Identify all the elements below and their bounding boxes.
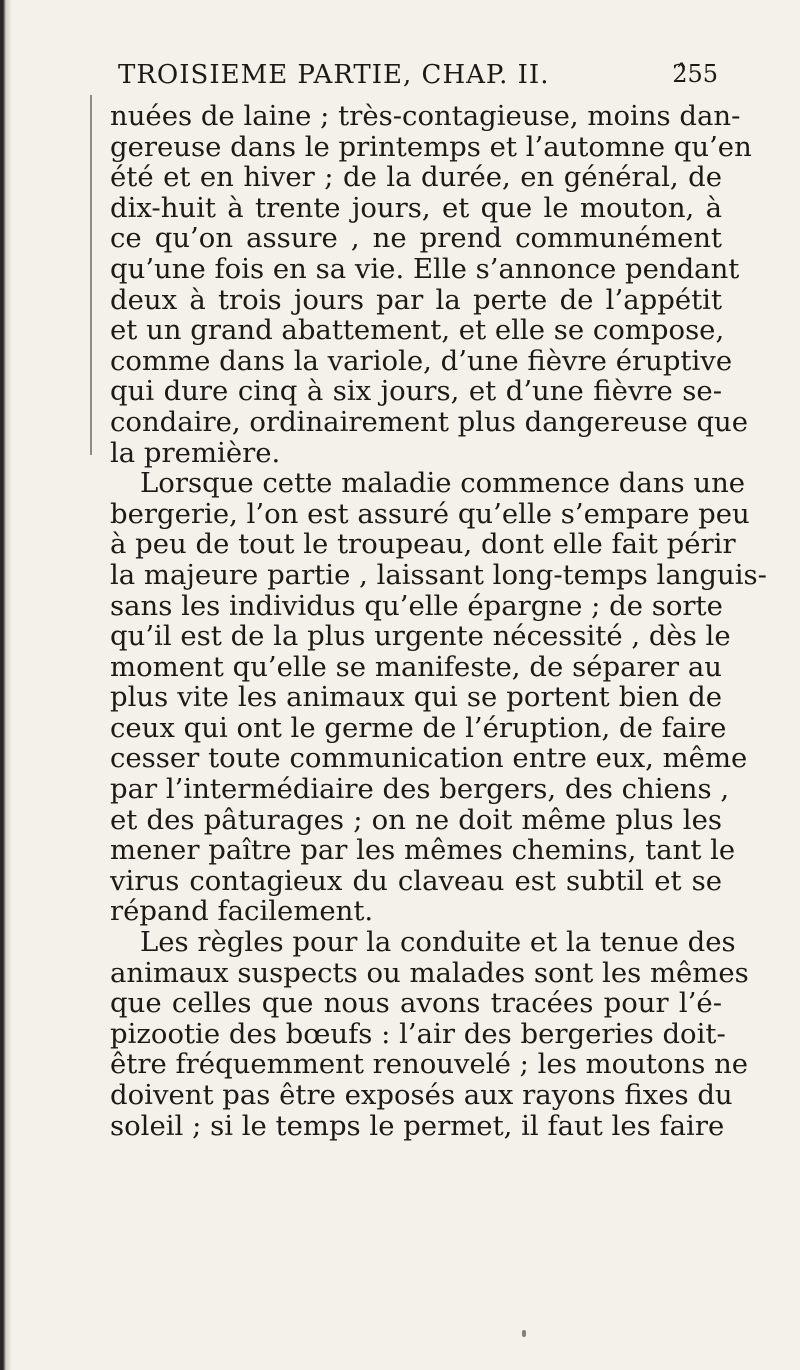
paragraph-end-line: répand facilement. <box>110 895 374 928</box>
text-line: qui dure cinq à six jours, et d’une fièvre se- <box>110 375 722 408</box>
text-line: qu’une fois en sa vie. Elle s’annonce pendant <box>110 252 740 285</box>
text-line: été et en hiver ; de la durée, en général, de <box>110 161 722 194</box>
text-line: nuées de laine ; très-contagieuse, moins dan- <box>110 100 741 132</box>
text-line: et un grand abattement, et elle se compose, <box>110 314 725 347</box>
ink-speck <box>522 1330 526 1337</box>
text-line: plus vite les animaux qui se portent bien de <box>110 681 722 714</box>
text-line: et des pâturages ; on ne doit même plus les <box>110 803 722 836</box>
text-line: animaux suspects ou malades sont les mêmes <box>110 956 749 989</box>
text-line: ceux qui ont le germe de l’éruption, de faire <box>110 711 727 744</box>
body-text <box>110 100 767 1142</box>
text-line: soleil ; si le temps le permet, il faut les faire <box>110 1109 725 1142</box>
text-line: cesser toute communication entre eux, même <box>110 742 748 775</box>
text-line: par l’intermédiaire des bergers, des chiens , <box>110 773 730 806</box>
text-line: condaire, ordinairement plus dangereuse que <box>110 405 749 438</box>
text-line: gereuse dans le printemps et l’automne qu’en <box>110 130 752 163</box>
text-line: à peu de tout le troupeau, dont elle fait périr <box>110 528 736 561</box>
text-line: sans les individus qu’elle épargne ; de sorte <box>110 589 723 622</box>
text-line: ce qu’on assure , ne prend communément <box>110 222 722 255</box>
text-line: doivent pas être exposés aux rayons fixes du <box>110 1079 733 1111</box>
running-head: TROISIEME PARTIE, CHAP. II. <box>118 60 550 90</box>
text-line: bergerie, l’on est assuré qu’elle s’empare peu <box>110 497 750 530</box>
paragraph-end-line: la première. <box>110 436 281 469</box>
page-header <box>118 60 718 100</box>
text-line: moment qu’elle se manifeste, de séparer au <box>110 650 722 683</box>
margin-rule <box>90 95 92 455</box>
text-line: être fréquemment renouvelé ; les moutons ne <box>110 1048 749 1081</box>
paragraph-start-line: Les règles pour la conduite et la tenue des <box>140 926 736 959</box>
page-number: 2̂55 <box>672 60 718 88</box>
text-line: la majeure partie , laissant long-temps languis- <box>110 558 767 591</box>
text-line: qu’il est de la plus urgente nécessité , dès le <box>110 620 731 653</box>
paragraph-start-line: Lorsque cette maladie commence dans une <box>140 467 746 500</box>
text-line: dix-huit à trente jours, et que le mouton, à <box>110 191 722 224</box>
text-line: comme dans la variole, d’une fièvre éruptive <box>110 344 733 377</box>
text-line: deux à trois jours par la perte de l’appétit <box>110 283 722 316</box>
text-line: mener paître par les mêmes chemins, tant le <box>110 834 736 867</box>
text-line: que celles que nous avons tracées pour l’é- <box>110 987 722 1020</box>
binding-edge <box>0 0 12 1370</box>
text-line: virus contagieux du claveau est subtil et se <box>110 864 722 897</box>
text-line: pizootie des bœufs : l’air des bergeries doit- <box>110 1017 726 1050</box>
